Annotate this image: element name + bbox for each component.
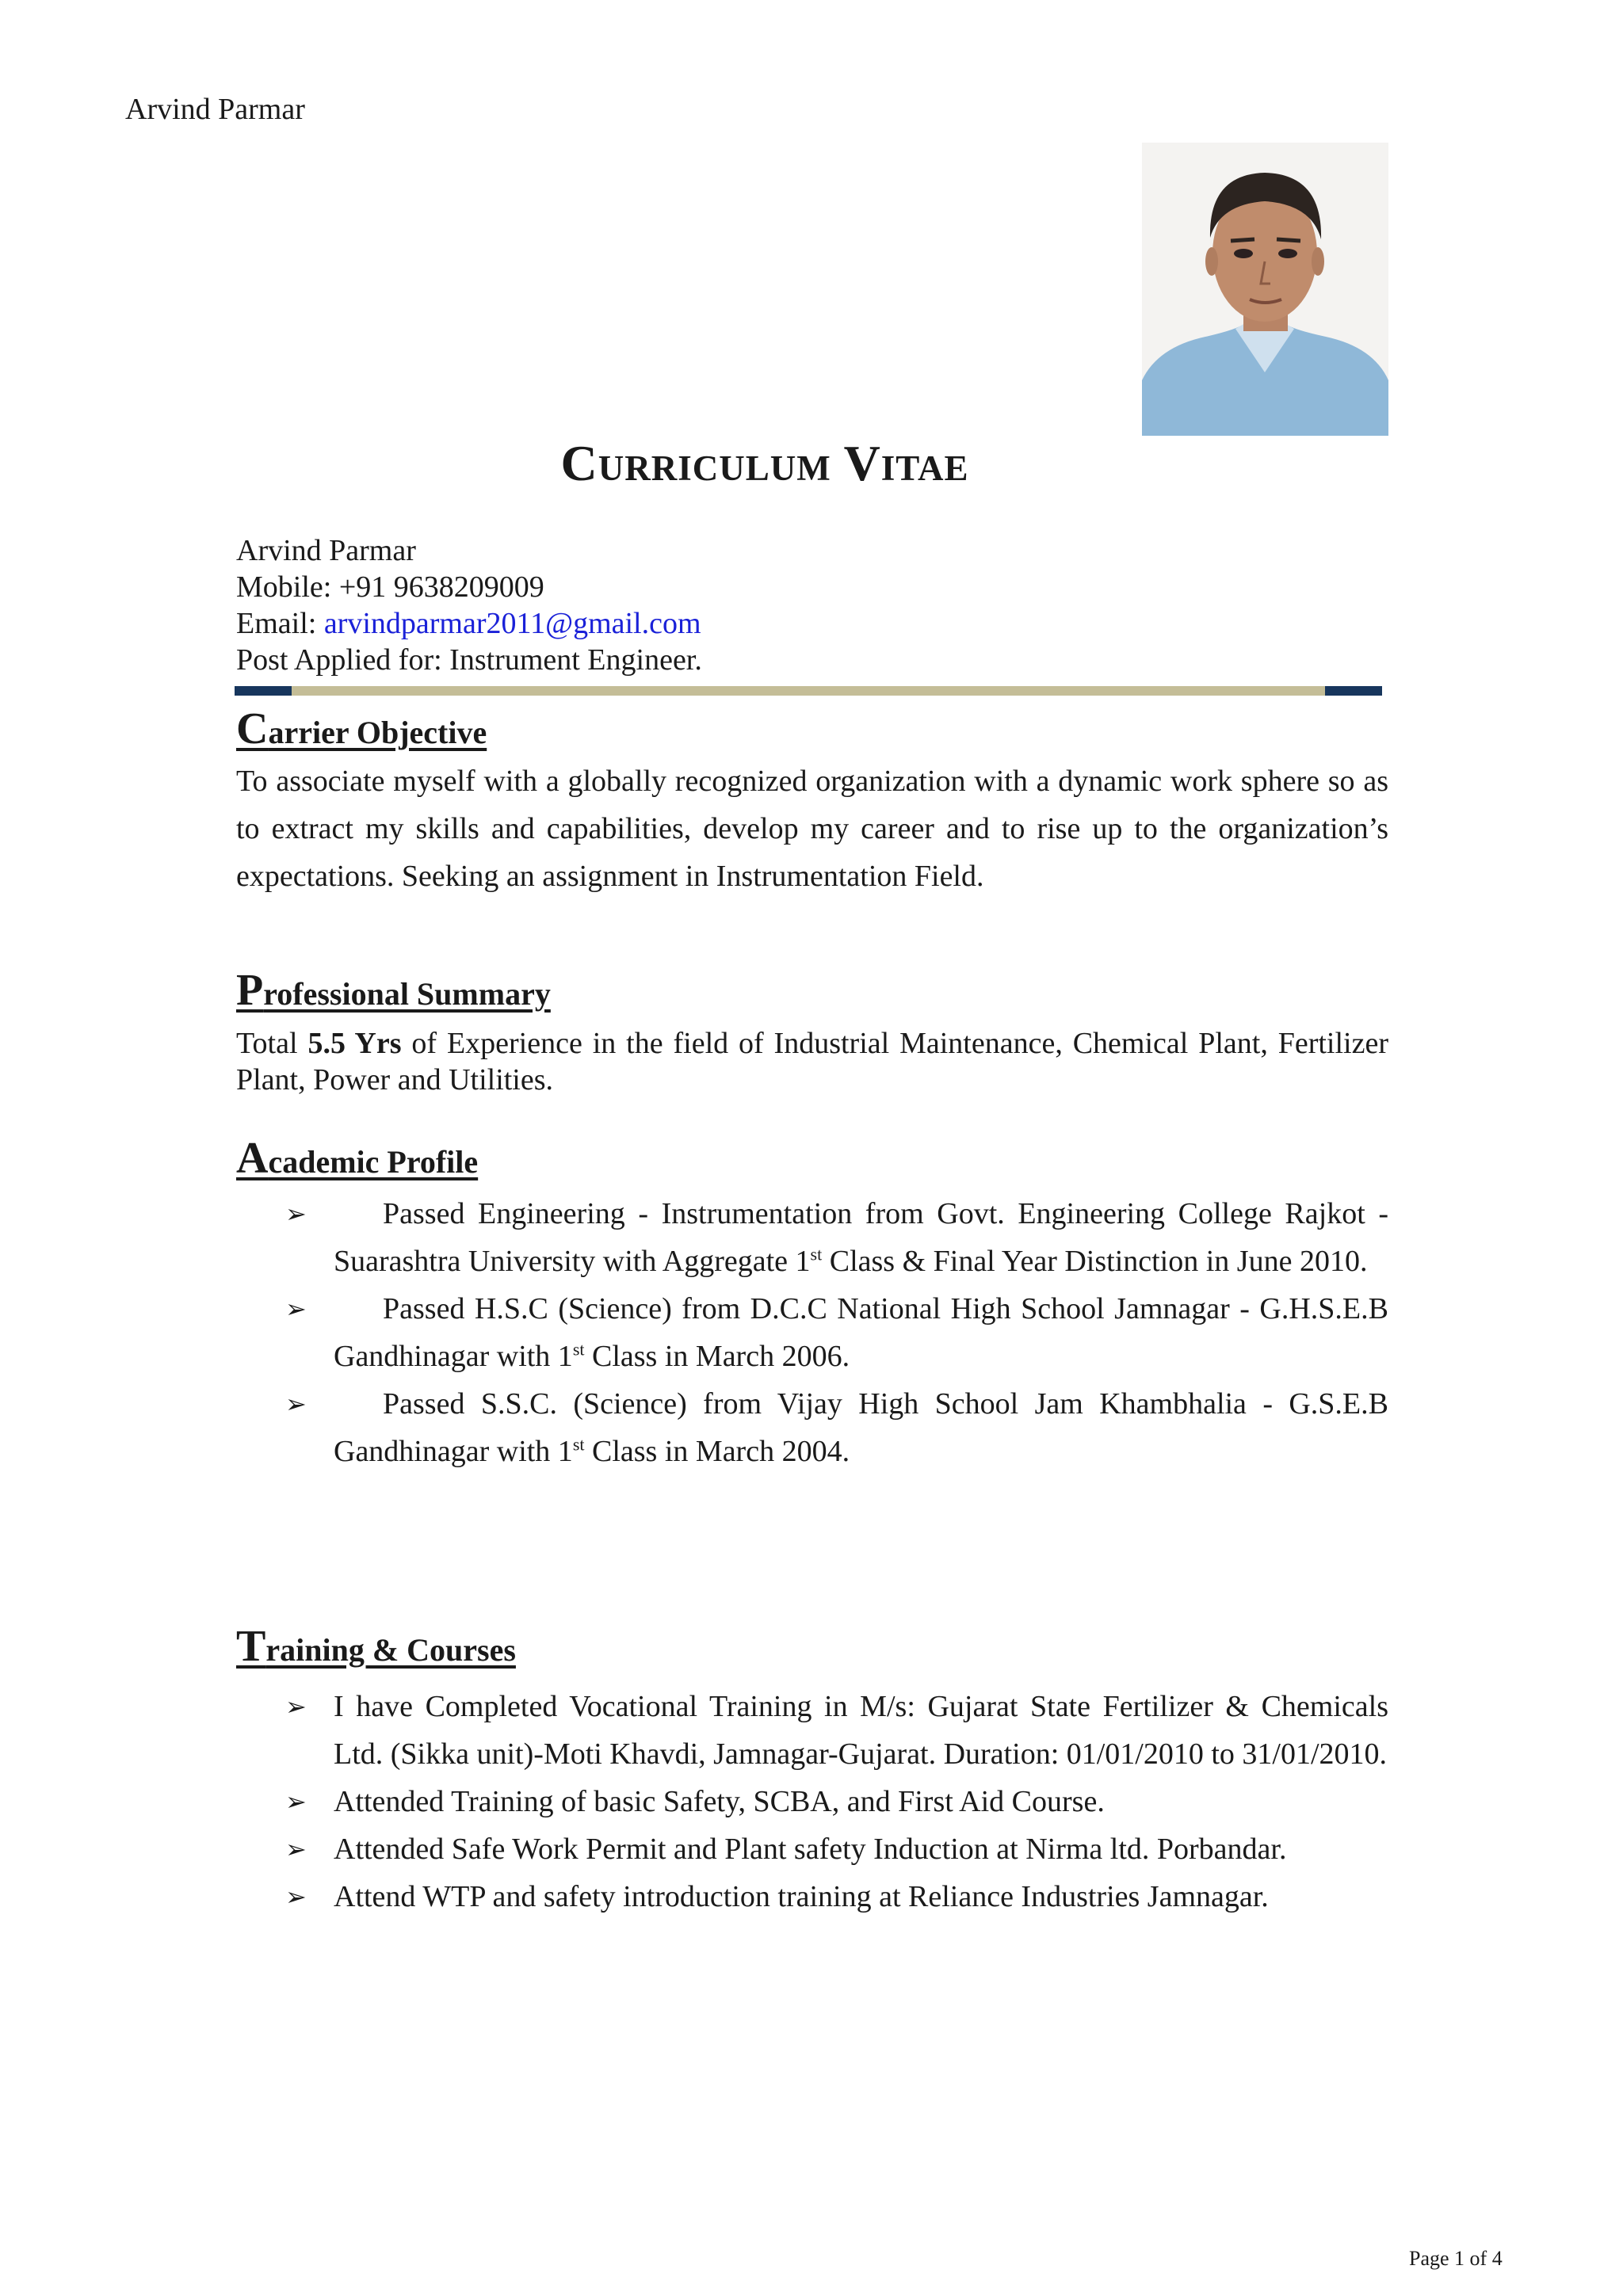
contact-name: Arvind Parmar (236, 534, 416, 567)
page-header-name: Arvind Parmar (125, 93, 305, 126)
ordinal-suffix: st (810, 1244, 823, 1264)
academic-item-text: Passed S.S.C. (Science) from Vijay High School Jam Khambhalia - G.S.E.B Gandhinagar with 1 (334, 1387, 1388, 1468)
training-item (0, 1825, 1388, 1873)
academic-item-text-end: Class in March 2006. (584, 1340, 850, 1373)
divider-cap-left (235, 686, 292, 696)
training-item-text: I have Completed Vocational Training in M/s: Gujarat State Fertilizer & Chemicals Ltd. (Sikka unit)-Moti Khavdi, Jamnagar-Gujarat. Duration: 01/01/2010 to 31/01/2010. (334, 1690, 1388, 1771)
academic-list (0, 1190, 1623, 1475)
training-item-text: Attended Safe Work Permit and Plant safety Induction at Nirma ltd. Porbandar. (334, 1833, 1287, 1866)
training-heading (236, 1621, 516, 1672)
academic-heading-rest: cademic Profile (268, 1144, 479, 1180)
training-item (0, 1778, 1388, 1825)
arrow-bullet-icon: ➢ (285, 1834, 307, 1864)
arrow-bullet-icon: ➢ (285, 1294, 307, 1324)
divider-cap-right (1325, 686, 1382, 696)
ordinal-suffix: st (572, 1339, 585, 1360)
email-label: Email: (236, 607, 324, 640)
academic-heading-initial: A (236, 1134, 269, 1183)
page-number: Page 1 of 4 (1409, 2247, 1503, 2270)
academic-item-text-end: Class in March 2004. (584, 1435, 850, 1468)
objective-heading-initial: C (236, 704, 269, 753)
academic-item (0, 1380, 1388, 1475)
training-item (0, 1873, 1388, 1920)
summary-heading-initial: P (236, 966, 264, 1015)
arrow-bullet-icon: ➢ (285, 1389, 307, 1419)
arrow-bullet-icon: ➢ (285, 1882, 307, 1912)
training-item-text: Attend WTP and safety introduction training at Reliance Industries Jamnagar. (334, 1880, 1269, 1913)
academic-item (0, 1190, 1388, 1285)
summary-heading-rest: rofessional Summary (263, 976, 551, 1012)
training-heading-initial: T (236, 1622, 266, 1671)
summary-heading (236, 965, 551, 1016)
arrow-bullet-icon: ➢ (285, 1691, 307, 1722)
summary-text-after: of Experience in the field of Industrial Maintenance, Chemical Plant, Fertilizer Plant, Power and Utilities. (236, 1027, 1388, 1097)
objective-text: To associate myself with a globally recognized organization with a dynamic work sphere so as to extract my skills and capabilities, develop my career and to rise up to the organization’s expectations. Seeking an assignment in Instrumentation Field. (236, 765, 1388, 893)
ordinal-suffix: st (572, 1434, 585, 1455)
contact-block (236, 532, 702, 678)
summary-text (236, 1025, 1388, 1098)
contact-email-line (236, 605, 702, 642)
training-list (0, 1683, 1623, 1920)
portrait-illustration (1142, 143, 1388, 436)
arrow-bullet-icon: ➢ (285, 1199, 307, 1229)
academic-heading (236, 1133, 478, 1184)
profile-photo (1142, 143, 1388, 436)
objective-heading (236, 704, 487, 754)
objective-heading-rest: arrier Objective (268, 715, 487, 750)
document-title: Curriculum Vitae (560, 435, 969, 491)
contact-post-applied: Post Applied for: Instrument Engineer. (236, 643, 702, 677)
training-item (0, 1683, 1388, 1778)
contact-mobile: Mobile: +91 9638209009 (236, 570, 544, 604)
academic-item-text: Passed Engineering - Instrumentation from Govt. Engineering College Rajkot - Suarashtra University with Aggregate 1 (334, 1197, 1388, 1278)
academic-item-text: Passed H.S.C (Science) from D.C.C National High School Jamnagar - G.H.S.E.B Gandhinagar with 1 (334, 1292, 1388, 1373)
training-item-text: Attended Training of basic Safety, SCBA, and First Aid Course. (334, 1785, 1105, 1818)
arrow-bullet-icon: ➢ (285, 1787, 307, 1817)
section-divider-rule (235, 686, 1382, 696)
academic-item-text-end: Class & Final Year Distinction in June 2010. (822, 1245, 1368, 1278)
academic-item (0, 1285, 1388, 1380)
email-link[interactable]: arvindparmar2011@gmail.com (323, 607, 701, 640)
summary-text-before: Total (236, 1027, 308, 1060)
summary-experience-years: 5.5 Yrs (307, 1027, 402, 1060)
training-heading-rest: raining & Courses (265, 1632, 516, 1668)
